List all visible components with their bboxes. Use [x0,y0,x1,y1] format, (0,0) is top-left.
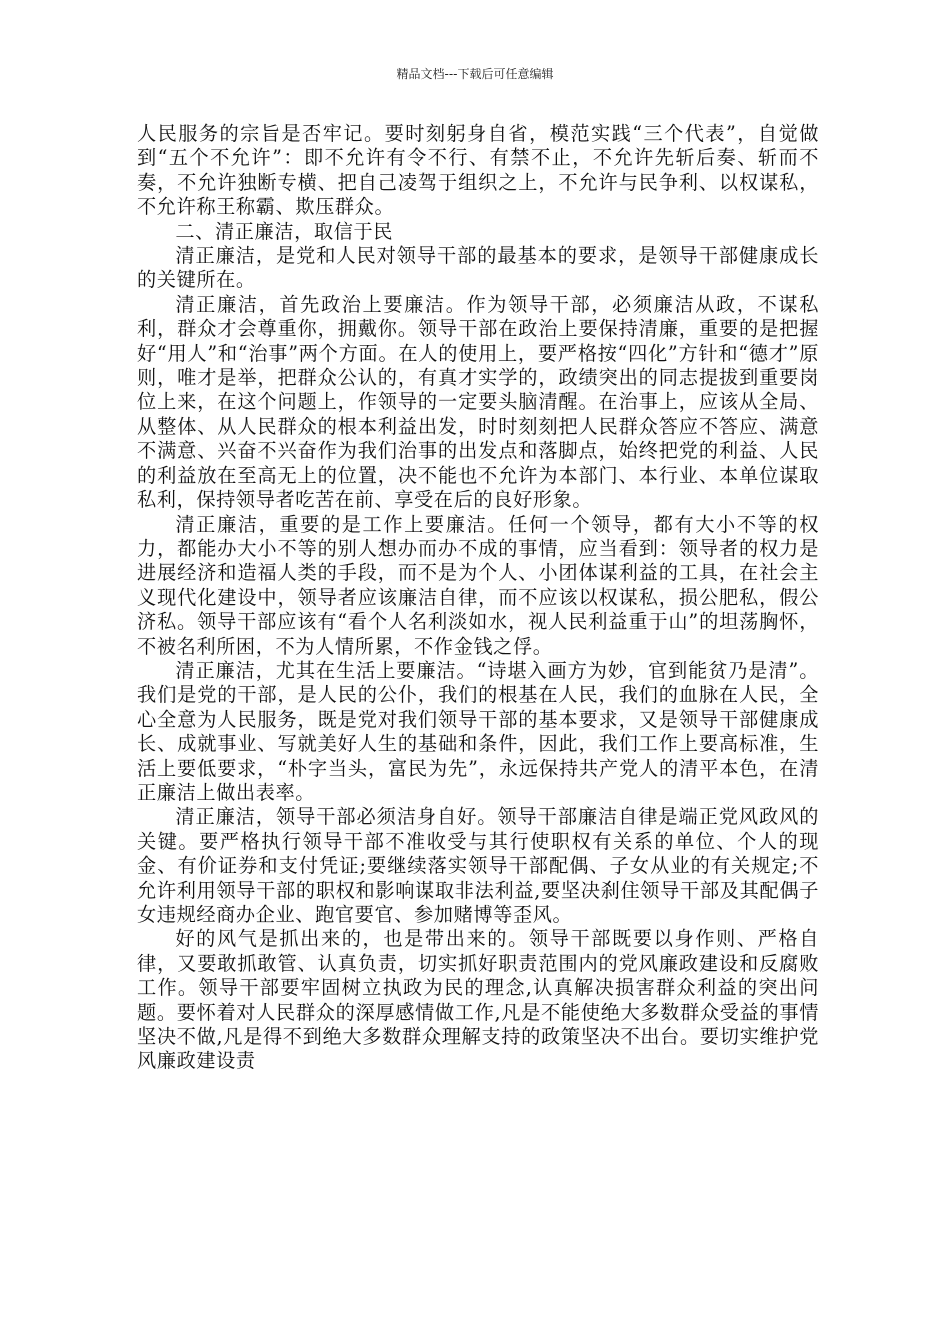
paragraph: 清正廉洁，首先政治上要廉洁。作为领导干部，必须廉洁从政，不谋私利，群众才会尊重你，拥戴你。领导干部在政治上要保持清廉，重要的是把握好“用人”和“治事”两个方面。在人的使用上，要严格按“四化”方针和“德才”原则，唯才是举，把群众公认的，有真才实学的，政绩突出的同志提拔到重要岗位上来，在这个问题上，作领导的一定要头脑清醒。在治事上，应该从全局、从整体、从人民群众的根本利益出发，时时刻刻把人民群众答应不答应、满意不满意、兴奋不兴奋作为我们治事的出发点和落脚点，始终把党的利益、人民的利益放在至高无上的位置，决不能也不允许为本部门、本行业、本单位谋取私利，保持领导者吃苦在前、享受在后的良好形象。 [137,292,819,512]
paragraph: 人民服务的宗旨是否牢记。要时刻躬身自省，模范实践“三个代表”，自觉做到“五个不允许”：即不允许有令不行、有禁不止，不允许先斩后奏、斩而不奏，不允许独断专横、把自己凌驾于组织之上，不允许与民争利、以权谋私，不允许称王称霸、欺压群众。 [137,122,819,219]
paragraph: 清正廉洁，领导干部必须洁身自好。领导干部廉洁自律是端正党风政风的关键。要严格执行领导干部不准收受与其行使职权有关系的单位、个人的现金、有价证券和支付凭证;要继续落实领导干部配偶、子女从业的有关规定;不允许利用领导干部的职权和影响谋取非法利益,要坚决刹住领导干部及其配偶子女违规经商办企业、跑官要官、参加赌博等歪风。 [137,805,819,926]
document-watermark-header: 精品文档---下载后可任意编辑 [396,67,554,81]
paragraph: 好的风气是抓出来的，也是带出来的。领导干部既要以身作则、严格自律，又要敢抓敢管、认真负责，切实抓好职责范围内的党风廉政建设和反腐败工作。领导干部要牢固树立执政为民的理念,认真解决损害群众利益的突出问题。要怀着对人民群众的深厚感情做工作,凡是不能使绝大多数群众受益的事情坚决不做,凡是得不到绝大多数群众理解支持的政策坚决不出台。要切实维护党风廉政建设责 [137,927,819,1073]
paragraph: 清正廉洁，尤其在生活上要廉洁。“诗堪入画方为妙，官到能贫乃是清”。我们是党的干部，是人民的公仆，我们的根基在人民，我们的血脉在人民，全心全意为人民服务，既是党对我们领导干部的基本要求，又是领导干部健康成长、成就事业、写就美好人生的基础和条件，因此，我们工作上要高标准，生活上要低要求，“朴字当头，富民为先”，永远保持共产党人的清平本色，在清正廉洁上做出表率。 [137,658,819,804]
document-body [137,122,819,1074]
paragraph: 清正廉洁，重要的是工作上要廉洁。任何一个领导，都有大小不等的权力，都能办大小不等的别人想办而办不成的事情，应当看到：领导者的权力是进展经济和造福人类的手段，而不是为个人、小团体谋利益的工具，在社会主义现代化建设中，领导者应该廉洁自律，而不应该以权谋私，损公肥私，假公济私。领导干部应该有“看个人名利淡如水，视人民利益重于山”的坦荡胸怀，不被名利所困，不为人情所累，不作金钱之俘。 [137,512,819,658]
section-heading: 二、清正廉洁，取信于民 [175,219,394,243]
paragraph: 清正廉洁，是党和人民对领导干部的最基本的要求，是领导干部健康成长的关键所在。 [137,244,819,292]
